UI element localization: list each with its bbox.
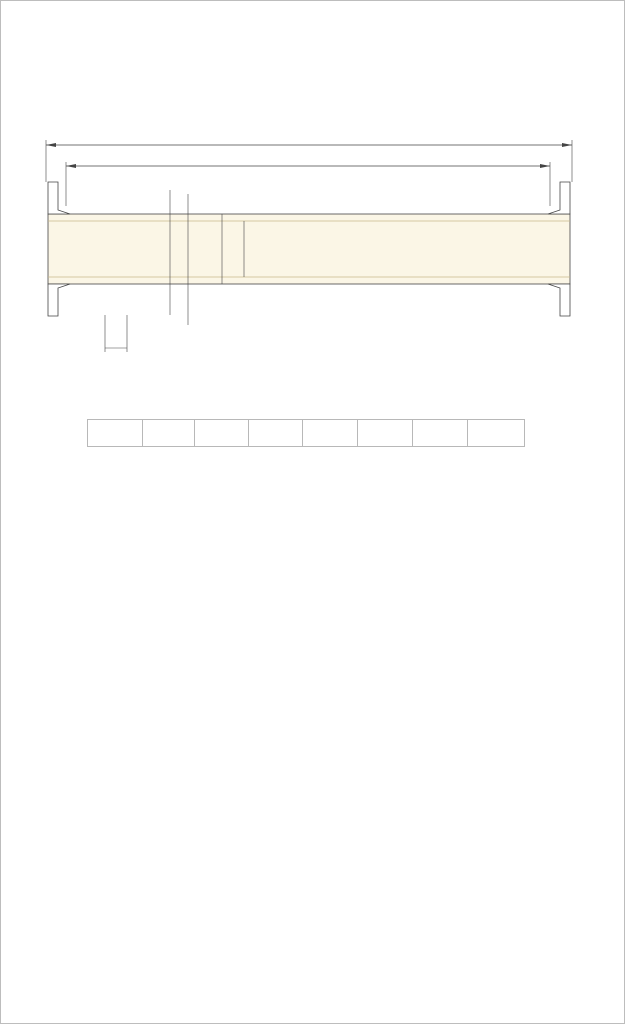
col-lizol: [249, 420, 303, 447]
col-lut: [303, 420, 358, 447]
col-t: [468, 420, 525, 447]
col-dbr: [358, 420, 413, 447]
col-dkr: [413, 420, 468, 447]
right-flange-top: [548, 182, 570, 214]
table-header-row: [88, 420, 525, 447]
insulator-drawing: [0, 110, 625, 360]
col-D: [143, 420, 195, 447]
col-d: [88, 420, 143, 447]
variants-table: [87, 419, 525, 447]
left-flange-top: [48, 182, 70, 214]
col-lstr: [195, 420, 249, 447]
arrow-right: [562, 143, 572, 147]
bore: [48, 214, 570, 284]
arrow-left-2: [66, 164, 76, 168]
left-flange-bottom: [48, 284, 70, 316]
arrow-right-2: [540, 164, 550, 168]
arrow-left: [46, 143, 56, 147]
right-flange-bottom: [548, 284, 570, 316]
